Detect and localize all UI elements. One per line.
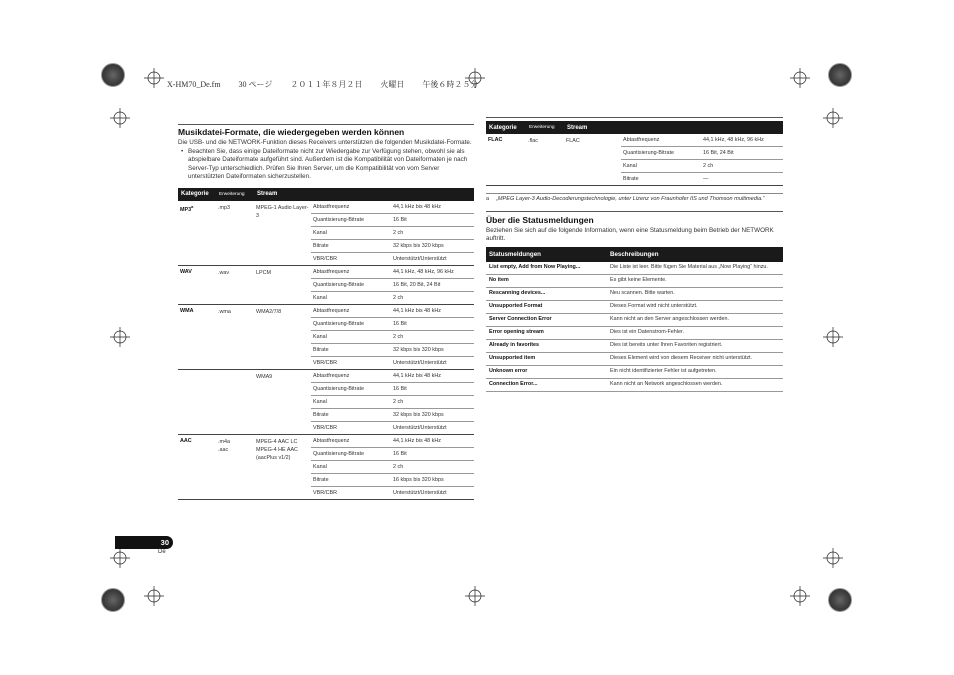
status-message: Server Connection Error bbox=[486, 314, 607, 327]
spec-name: Kanal bbox=[311, 330, 391, 343]
spec-name: Kanal bbox=[311, 395, 391, 408]
status-description: Dieses Format wird nicht unterstützt. bbox=[607, 301, 783, 314]
table-header-row bbox=[486, 121, 783, 134]
spec-name: VBR/CBR bbox=[311, 252, 391, 265]
status-intro: Beziehen Sie sich auf die folgende Information, wenn eine Statusmeldung beim Betrieb der NETWORK auftritt. bbox=[486, 227, 774, 242]
format-category bbox=[178, 369, 216, 434]
spec-value: 32 kbps bis 320 kbps bbox=[391, 343, 474, 356]
status-header-row bbox=[486, 247, 783, 262]
spec-name: Quantisierung-Bitrate bbox=[311, 382, 391, 395]
status-message: Unknown error bbox=[486, 366, 607, 379]
status-message: Rescanning devices... bbox=[486, 288, 607, 301]
format-stream: MPEG-1 Audio Layer-3 bbox=[254, 201, 311, 266]
bullet-icon: • bbox=[181, 147, 184, 155]
status-description: Die Liste ist leer. Bitte fügen Sie Material aus „Now Playing“ hinzu. bbox=[607, 262, 783, 275]
spec-value: 16 Bit, 24 Bit bbox=[701, 147, 783, 160]
spec-value: 16 Bit bbox=[391, 447, 474, 460]
footnote-mark: a bbox=[191, 203, 194, 209]
footnote: a „MPEG Layer-3 Audio-Decodierungstechnologie, unter Lizenz von Fraunhofer IIS und Thomson multimedia.“ bbox=[486, 196, 765, 202]
formats-table bbox=[178, 188, 474, 500]
format-category: WMA bbox=[178, 304, 216, 369]
spec-name: Kanal bbox=[621, 160, 701, 173]
spec-name: Kanal bbox=[311, 460, 391, 473]
status-description: Kann nicht an Network angeschlossen werden. bbox=[607, 379, 783, 392]
table-row bbox=[178, 201, 474, 214]
status-row bbox=[486, 366, 783, 379]
spec-value: 16 Bit bbox=[391, 317, 474, 330]
spec-value: 44,1 kHz bis 48 kHz bbox=[391, 201, 474, 214]
spec-name: Kanal bbox=[311, 226, 391, 239]
footnote-rule bbox=[486, 193, 783, 194]
spec-name: Abtastfrequenz bbox=[621, 134, 701, 147]
status-description: Kann nicht an den Server angeschlossen werden. bbox=[607, 314, 783, 327]
spec-name: Quantisierung-Bitrate bbox=[311, 213, 391, 226]
format-category: MP3$^a$ bbox=[178, 201, 216, 266]
status-description: Neu scannen. Bitte warten. bbox=[607, 288, 783, 301]
status-row bbox=[486, 288, 783, 301]
spec-name: Quantisierung-Bitrate bbox=[621, 147, 701, 160]
spec-value: 2 ch bbox=[701, 160, 783, 173]
format-extension: .flac bbox=[526, 134, 564, 186]
spec-value: Unterstützt/Unterstützt bbox=[391, 356, 474, 369]
header-erweiterung: Erweiterung bbox=[526, 121, 564, 134]
table-row bbox=[178, 265, 474, 278]
spec-name: Abtastfrequenz bbox=[311, 369, 391, 382]
format-category: AAC bbox=[178, 434, 216, 499]
status-row bbox=[486, 275, 783, 288]
spec-name: VBR/CBR bbox=[311, 486, 391, 499]
status-message: No item bbox=[486, 275, 607, 288]
status-table bbox=[486, 247, 783, 392]
spec-name: Bitrate bbox=[311, 408, 391, 421]
table-row bbox=[486, 134, 783, 147]
spec-value: 44,1 kHz bis 48 kHz bbox=[391, 369, 474, 382]
spec-value: 2 ch bbox=[391, 291, 474, 304]
header-stream: Stream bbox=[254, 188, 311, 201]
spec-value: 32 kbps bis 320 kbps bbox=[391, 408, 474, 421]
top-rule-right bbox=[486, 117, 783, 118]
format-stream: WMA2/7/8 bbox=[254, 304, 311, 369]
spec-value: — bbox=[701, 173, 783, 186]
header-stream: Stream bbox=[564, 121, 621, 134]
file-header: X-HM70_De.fm 30 ページ ２０１１年８月２日 火曜日 午後６時２５分 bbox=[167, 80, 479, 89]
spec-value: 16 Bit bbox=[391, 213, 474, 226]
spec-value: Unterstützt/Unterstützt bbox=[391, 486, 474, 499]
left-column bbox=[178, 127, 474, 500]
status-message: Unsupported Format bbox=[486, 301, 607, 314]
status-rule bbox=[486, 211, 783, 212]
status-message: Unsupported item bbox=[486, 353, 607, 366]
section-title-status: Über die Statusmeldungen bbox=[486, 215, 594, 225]
status-row bbox=[486, 327, 783, 340]
status-description: Ein nicht identifizierter Fehler ist aufgetreten. bbox=[607, 366, 783, 379]
right-column bbox=[486, 121, 783, 392]
spec-name: Bitrate bbox=[311, 473, 391, 486]
spec-name: Abtastfrequenz bbox=[311, 265, 391, 278]
table-row bbox=[178, 369, 474, 382]
spec-value: Unterstützt/Unterstützt bbox=[391, 252, 474, 265]
status-description: Dies ist bereits unter Ihren Favoriten registriert. bbox=[607, 340, 783, 353]
status-description: Es gibt keine Elemente. bbox=[607, 275, 783, 288]
spec-name: Bitrate bbox=[311, 343, 391, 356]
spec-value: 2 ch bbox=[391, 460, 474, 473]
format-category: FLAC bbox=[486, 134, 526, 186]
status-row bbox=[486, 340, 783, 353]
format-extension: .m4a .aac bbox=[216, 434, 254, 499]
spec-name: Kanal bbox=[311, 291, 391, 304]
format-stream: LPCM bbox=[254, 265, 311, 304]
status-message: Connection Error... bbox=[486, 379, 607, 392]
table-header-row bbox=[178, 188, 474, 201]
spec-name: Bitrate bbox=[311, 239, 391, 252]
spec-value: 2 ch bbox=[391, 395, 474, 408]
status-message: Already in favorites bbox=[486, 340, 607, 353]
top-rule-left bbox=[178, 124, 474, 125]
spec-value: 16 Bit bbox=[391, 382, 474, 395]
format-extension: .wav bbox=[216, 265, 254, 304]
status-row bbox=[486, 379, 783, 392]
format-extension bbox=[216, 369, 254, 434]
format-extension: .mp3 bbox=[216, 201, 254, 266]
header-statusmeldungen: Statusmeldungen bbox=[486, 247, 607, 262]
spec-name: Quantisierung-Bitrate bbox=[311, 447, 391, 460]
spec-name: VBR/CBR bbox=[311, 356, 391, 369]
spec-value: 2 ch bbox=[391, 226, 474, 239]
spec-value: Unterstützt/Unterstützt bbox=[391, 421, 474, 434]
spec-value: 44,1 kHz bis 48 kHz bbox=[391, 434, 474, 447]
status-row bbox=[486, 314, 783, 327]
table-row bbox=[178, 434, 474, 447]
bullet-paragraph: • Beachten Sie, dass einige Dateiformate nicht zur Wiedergabe zur Verfügung stehen, obwohl sie als abspielbare Dateiformate aufgeführt sind. Außerdem ist die Kompatibilität von Dateiformaten je nach Server-Typ unterschiedlich. Prüfen Sie Ihren Server, um die Kompatibilität von vom Server unterstützten Dateiformaten sicherzustellen. bbox=[181, 147, 468, 181]
header-beschreibungen: Beschreibungen bbox=[607, 247, 783, 262]
section-title-formats: Musikdatei-Formate, die wiedergegeben werden können bbox=[178, 127, 405, 137]
spec-value: 44,1 kHz, 48 kHz, 96 kHz bbox=[701, 134, 783, 147]
status-row bbox=[486, 262, 783, 275]
table-row bbox=[178, 304, 474, 317]
spec-value: 32 kbps bis 320 kbps bbox=[391, 239, 474, 252]
status-message: List empty, Add from Now Playing... bbox=[486, 262, 607, 275]
spec-name: VBR/CBR bbox=[311, 421, 391, 434]
format-extension: .wma bbox=[216, 304, 254, 369]
spec-value: 2 ch bbox=[391, 330, 474, 343]
spec-value: 44,1 kHz, 48 kHz, 96 kHz bbox=[391, 265, 474, 278]
spec-name: Abtastfrequenz bbox=[311, 304, 391, 317]
spec-name: Quantisierung-Bitrate bbox=[311, 317, 391, 330]
status-description: Dieses Element wird von diesem Receiver nicht unterstützt. bbox=[607, 353, 783, 366]
format-category: WAV bbox=[178, 265, 216, 304]
format-stream: FLAC bbox=[564, 134, 621, 186]
format-stream: WMA9 bbox=[254, 369, 311, 434]
header-erweiterung: Erweiterung bbox=[216, 188, 254, 201]
spec-value: 16 kbps bis 320 kbps bbox=[391, 473, 474, 486]
spec-name: Bitrate bbox=[621, 173, 701, 186]
status-description: Dies ist ein Datenstrom-Fehler. bbox=[607, 327, 783, 340]
spec-name: Quantisierung-Bitrate bbox=[311, 278, 391, 291]
format-stream: MPEG-4 AAC LC MPEG-4 HE AAC (aacPlus v1/2) bbox=[254, 434, 311, 499]
spec-name: Abtastfrequenz bbox=[311, 434, 391, 447]
status-message: Error opening stream bbox=[486, 327, 607, 340]
spec-name: Abtastfrequenz bbox=[311, 201, 391, 214]
header-kategorie: Kategorie bbox=[178, 188, 216, 201]
page-number: 30 bbox=[115, 536, 173, 549]
intro-text: Die USB- und die NETWORK-Funktion dieses Receivers unterstützen die folgenden Musikdatei-Formate. bbox=[178, 139, 472, 146]
spec-value: 16 Bit, 20 Bit, 24 Bit bbox=[391, 278, 474, 291]
spec-value: 44,1 kHz bis 48 kHz bbox=[391, 304, 474, 317]
header-kategorie: Kategorie bbox=[486, 121, 526, 134]
flac-table bbox=[486, 121, 783, 186]
status-row bbox=[486, 301, 783, 314]
status-row bbox=[486, 353, 783, 366]
page-language: De bbox=[158, 549, 166, 555]
